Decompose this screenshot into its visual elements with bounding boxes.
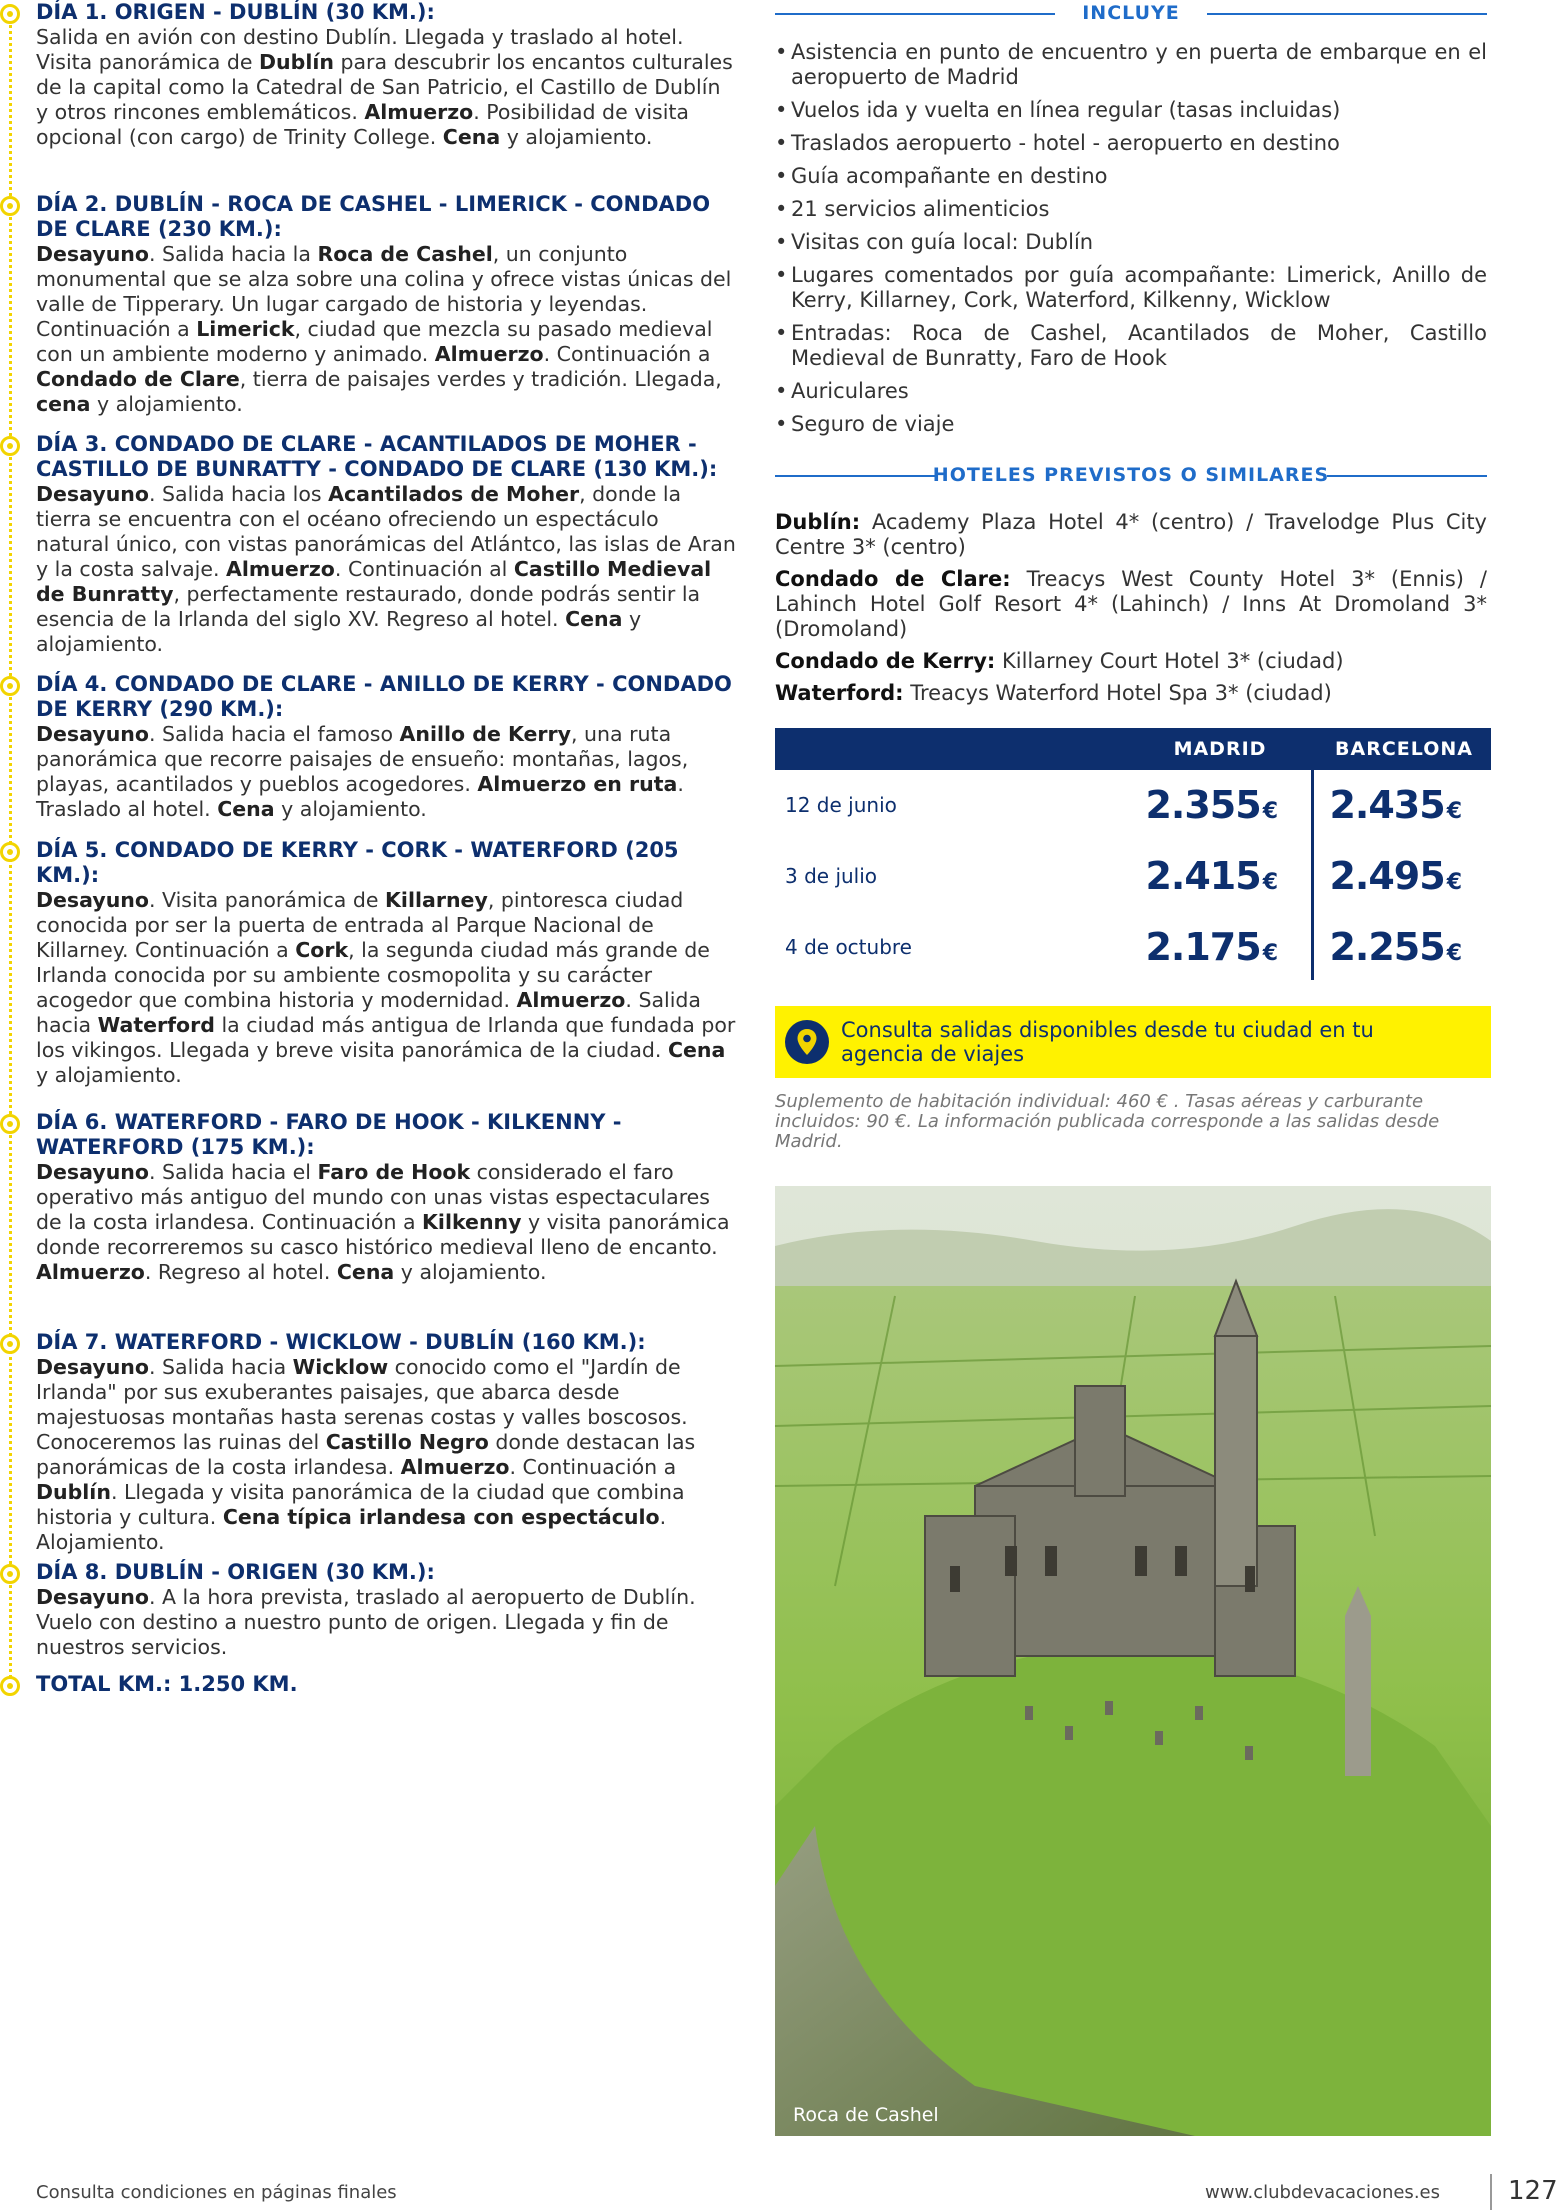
hotel-place: Condado de Kerry:	[775, 649, 996, 673]
day-description: Desayuno. Salida hacia el famoso Anillo de Kerry, una ruta panorámica que recorre paisajes de ensueño: montañas, lagos, playas, acantilados y pueblos acogedores. Almuerzo en ruta. Traslado al hotel. Cena y alojamiento.	[36, 722, 689, 821]
day-description: Salida en avión con destino Dublín. Llegada y traslado al hotel. Visita panorámica de Dublín para descubrir los encantos culturales de la capital como la Catedral de San Patricio, el Castillo de Dublín y otros rincones emblemáticos. Almuerzo. Posibilidad de visita opcional (con cargo) de Trinity College. Cena y alojamiento.	[36, 25, 733, 149]
itinerary-day	[0, 1330, 740, 1555]
price-barcelona: 2.255€	[1329, 925, 1461, 969]
includes-item: • Entradas: Roca de Cashel, Acantilados de Moher, Castillo Medieval de Bunratty, Faro de Hook	[775, 321, 1487, 371]
day-title: DÍA 3. CONDADO DE CLARE - ACANTILADOS DE MOHER - CASTILLO DE BUNRATTY - CONDADO DE CLARE (130 KM.):	[36, 432, 718, 481]
hotel-entry	[775, 510, 1487, 560]
column-madrid: MADRID	[1173, 738, 1267, 760]
price-madrid: 2.355€	[1145, 783, 1277, 827]
day-title: TOTAL KM.: 1.250 KM.	[36, 1672, 298, 1696]
timeline-dot-icon	[0, 1564, 20, 1584]
includes-heading	[775, 0, 1487, 26]
hotel-place: Dublín:	[775, 510, 861, 534]
departure-date: 4 de octubre	[785, 935, 912, 959]
day-title: DÍA 4. CONDADO DE CLARE - ANILLO DE KERRY - CONDADO DE KERRY (290 KM.):	[36, 672, 732, 721]
supplement-note: Suplemento de habitación individual: 460 € . Tasas aéreas y carburante incluidos: 90 €. La información publicada corresponde a las salidas desde Madrid.	[775, 1091, 1440, 1152]
day-description: Desayuno. Salida hacia el Faro de Hook considerado el faro operativo más antiguo del mundo con unas vistas espectaculares de la costa irlandesa. Continuación a Kilkenny y visita panorámica donde recorreremos su casco histórico medieval lleno de encanto. Almuerzo. Regreso al hotel. Cena y alojamiento.	[36, 1160, 730, 1284]
day-title: DÍA 6. WATERFORD - FARO DE HOOK - KILKENNY - WATERFORD (175 KM.):	[36, 1110, 622, 1159]
includes-heading-label: INCLUYE	[1082, 2, 1180, 24]
includes-item: • Guía acompañante en destino	[775, 164, 1487, 189]
hotel-entry	[775, 567, 1487, 642]
day-description: Desayuno. Salida hacia los Acantilados de Moher, donde la tierra se encuentra con el océano ofreciendo un espectáculo natural único, con vistas panorámicas del Atlántco, las islas de Aran y la costa salvaje. Almuerzo. Continuación al Castillo Medieval de Bunratty, perfectamente restaurado, donde podrás sentir la esencia de la Irlanda del siglo XV. Regreso al hotel. Cena y alojamiento.	[36, 482, 736, 656]
includes-item: • 21 servicios alimenticios	[775, 197, 1487, 222]
timeline-dot-icon	[0, 4, 20, 24]
includes-item: • Lugares comentados por guía acompañante: Limerick, Anillo de Kerry, Killarney, Cork, Waterford, Kilkenny, Wicklow	[775, 263, 1487, 313]
price-row	[775, 770, 1491, 841]
day-description: Desayuno. Salida hacia la Roca de Cashel, un conjunto monumental que se alza sobre una colina y ofrece vistas únicas del valle de Tipperary. Un lugar cargado de historia y leyendas. Continuación a Limerick, ciudad que mezcla su pasado medieval con un ambiente moderno y animado. Almuerzo. Continuación a Condado de Clare, tierra de paisajes verdes y tradición. Llegada, cena y alojamiento.	[36, 242, 732, 416]
itinerary-day	[0, 0, 740, 150]
itinerary-day	[0, 192, 740, 417]
timeline-dot-icon	[0, 196, 20, 216]
footer-divider	[1490, 2174, 1492, 2210]
departures-banner	[775, 1006, 1491, 1078]
includes-list	[775, 40, 1487, 445]
timeline-dot-icon	[0, 676, 20, 696]
hotel-place: Condado de Clare:	[775, 567, 1011, 591]
includes-item: • Seguro de viaje	[775, 412, 1487, 437]
footer-conditions: Consulta condiciones en páginas finales	[36, 2182, 397, 2203]
hotel-place: Waterford:	[775, 681, 904, 705]
hotel-entry	[775, 681, 1487, 706]
day-title: DÍA 1. ORIGEN - DUBLÍN (30 KM.):	[36, 0, 435, 24]
hotel-names: Treacys Waterford Hotel Spa 3* (ciudad)	[910, 681, 1332, 705]
hotel-names: Treacys West County Hotel 3* (Ennis) / Lahinch Hotel Golf Resort 4* (Lahinch) / Inns At Dromoland 3* (Dromoland)	[775, 567, 1487, 641]
page-number: 127	[1508, 2176, 1558, 2206]
departure-date: 12 de junio	[785, 793, 897, 817]
day-title: DÍA 8. DUBLÍN - ORIGEN (30 KM.):	[36, 1560, 435, 1584]
itinerary-day	[0, 838, 740, 1088]
banner-text: Consulta salidas disponibles desde tu ciudad en tu agencia de viajes	[841, 1018, 1374, 1066]
photo-caption: Roca de Cashel	[793, 2104, 939, 2126]
day-title: DÍA 2. DUBLÍN - ROCA DE CASHEL - LIMERICK - CONDADO DE CLARE (230 KM.):	[36, 192, 711, 241]
timeline-dot-icon	[0, 1676, 20, 1696]
location-pin-icon	[785, 1020, 829, 1064]
itinerary-day	[0, 1560, 740, 1660]
day-description: Desayuno. Salida hacia Wicklow conocido como el "Jardín de Irlanda" por sus exuberantes paisajes, que abarca desde majestuosas montañas hasta serenas costas y valles boscosos. Conoceremos las ruinas del Castillo Negro donde destacan las panorámicas de la costa irlandesa. Almuerzo. Continuación a Dublín. Llegada y visita panorámica de la ciudad que combina historia y cultura. Cena típica irlandesa con espectáculo. Alojamiento.	[36, 1355, 696, 1554]
timeline-dot-icon	[0, 1334, 20, 1354]
price-row	[775, 841, 1491, 912]
price-barcelona: 2.495€	[1329, 854, 1461, 898]
includes-item: • Auriculares	[775, 379, 1487, 404]
day-description: Desayuno. Visita panorámica de Killarney, pintoresca ciudad conocida por ser la puerta de entrada al Parque Nacional de Killarney. Continuación a Cork, la segunda ciudad más grande de Irlanda conocida por su ambiente cosmopolita y su carácter acogedor que combina historia y modernidad. Almuerzo. Salida hacia Waterford la ciudad más antigua de Irlanda que fundada por los vikingos. Llegada y breve visita panorámica de la ciudad. Cena y alojamiento.	[36, 888, 736, 1087]
itinerary-day	[0, 1672, 740, 1697]
itinerary-day	[0, 1110, 740, 1285]
price-barcelona: 2.435€	[1329, 783, 1461, 827]
day-description: Desayuno. A la hora prevista, traslado al aeropuerto de Dublín. Vuelo con destino a nuestro punto de origen. Llegada y fin de nuestros servicios.	[36, 1585, 696, 1659]
departure-date: 3 de julio	[785, 864, 878, 888]
timeline-dot-icon	[0, 1114, 20, 1134]
rock-of-cashel-photo	[775, 1186, 1491, 2136]
hotel-entry	[775, 649, 1487, 674]
price-table	[775, 728, 1491, 983]
timeline-dot-icon	[0, 842, 20, 862]
includes-item: • Vuelos ida y vuelta en línea regular (tasas incluidas)	[775, 98, 1487, 123]
hotels-list	[775, 510, 1487, 713]
includes-item: • Asistencia en punto de encuentro y en puerta de embarque en el aeropuerto de Madrid	[775, 40, 1487, 90]
price-madrid: 2.415€	[1145, 854, 1277, 898]
footer-website[interactable]: www.clubdevacaciones.es	[1204, 2182, 1440, 2203]
column-barcelona: BARCELONA	[1335, 738, 1473, 760]
price-madrid: 2.175€	[1145, 925, 1277, 969]
includes-item: • Visitas con guía local: Dublín	[775, 230, 1487, 255]
itinerary-day	[0, 432, 740, 657]
day-title: DÍA 5. CONDADO DE KERRY - CORK - WATERFORD (205 KM.):	[36, 838, 679, 887]
timeline-dot-icon	[0, 436, 20, 456]
day-title: DÍA 7. WATERFORD - WICKLOW - DUBLÍN (160 KM.):	[36, 1330, 646, 1354]
itinerary-day	[0, 672, 740, 822]
includes-item: • Traslados aeropuerto - hotel - aeropuerto en destino	[775, 131, 1487, 156]
hotel-names: Academy Plaza Hotel 4* (centro) / Travelodge Plus City Centre 3* (centro)	[775, 510, 1487, 559]
hotels-heading-label: HOTELES PREVISTOS O SIMILARES	[932, 464, 1330, 486]
price-row	[775, 912, 1491, 983]
hotel-names: Killarney Court Hotel 3* (ciudad)	[1001, 649, 1344, 673]
hotels-heading	[775, 462, 1487, 488]
price-table-header	[775, 728, 1491, 770]
